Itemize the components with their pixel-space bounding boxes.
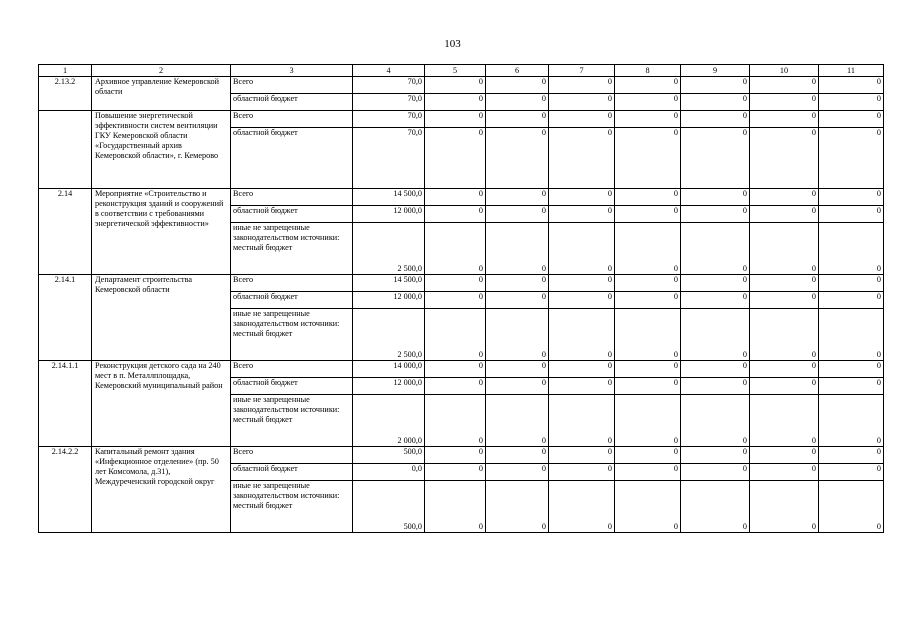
value-col-5: 0 xyxy=(425,206,486,223)
value-col-11: 0 xyxy=(819,481,884,533)
value-col-8: 0 xyxy=(615,378,681,395)
value-col-11: 0 xyxy=(819,223,884,275)
value-col-10: 0 xyxy=(750,77,819,94)
item-name: Повышение энергетической эффективности систем вентиляции ГКУ Кемеровской области «Государственный архив Кемеровской области», г. Кемерово xyxy=(92,111,231,189)
value-col-5: 0 xyxy=(425,378,486,395)
value-col-7: 0 xyxy=(549,361,615,378)
item-name: Департамент строительства Кемеровской области xyxy=(92,275,231,361)
value-col-6: 0 xyxy=(486,395,549,447)
funding-source: иные не запрещенные законодательством источники: местный бюджет xyxy=(231,395,353,447)
column-number-6: 6 xyxy=(486,65,549,77)
value-col-9: 0 xyxy=(681,275,750,292)
value-col-6: 0 xyxy=(486,464,549,481)
column-number-7: 7 xyxy=(549,65,615,77)
value-col-6: 0 xyxy=(486,223,549,275)
value-col-4: 0,0 xyxy=(353,464,425,481)
value-col-9: 0 xyxy=(681,206,750,223)
value-col-10: 0 xyxy=(750,94,819,111)
value-col-10: 0 xyxy=(750,395,819,447)
value-col-4: 12 000,0 xyxy=(353,292,425,309)
column-number-2: 2 xyxy=(92,65,231,77)
value-col-6: 0 xyxy=(486,361,549,378)
value-col-9: 0 xyxy=(681,481,750,533)
value-col-11: 0 xyxy=(819,77,884,94)
column-number-1: 1 xyxy=(39,65,92,77)
value-col-8: 0 xyxy=(615,395,681,447)
value-col-4: 500,0 xyxy=(353,481,425,533)
value-col-11: 0 xyxy=(819,128,884,189)
value-col-4: 2 500,0 xyxy=(353,309,425,361)
value-col-8: 0 xyxy=(615,94,681,111)
value-col-4: 2 000,0 xyxy=(353,395,425,447)
column-number-4: 4 xyxy=(353,65,425,77)
funding-source: иные не запрещенные законодательством источники: местный бюджет xyxy=(231,223,353,275)
value-col-10: 0 xyxy=(750,447,819,464)
value-col-7: 0 xyxy=(549,464,615,481)
value-col-9: 0 xyxy=(681,447,750,464)
value-col-9: 0 xyxy=(681,111,750,128)
value-col-4: 500,0 xyxy=(353,447,425,464)
value-col-7: 0 xyxy=(549,378,615,395)
value-col-6: 0 xyxy=(486,111,549,128)
value-col-8: 0 xyxy=(615,128,681,189)
value-col-10: 0 xyxy=(750,111,819,128)
value-col-9: 0 xyxy=(681,292,750,309)
value-col-7: 0 xyxy=(549,111,615,128)
column-number-11: 11 xyxy=(819,65,884,77)
page-number: 103 xyxy=(444,38,461,50)
value-col-5: 0 xyxy=(425,292,486,309)
value-col-5: 0 xyxy=(425,94,486,111)
table-row xyxy=(39,447,884,464)
table-row xyxy=(39,361,884,378)
value-col-9: 0 xyxy=(681,378,750,395)
value-col-11: 0 xyxy=(819,111,884,128)
funding-source: Всего xyxy=(231,77,353,94)
value-col-11: 0 xyxy=(819,189,884,206)
item-code xyxy=(39,111,92,189)
value-col-5: 0 xyxy=(425,464,486,481)
funding-source: Всего xyxy=(231,447,353,464)
value-col-9: 0 xyxy=(681,94,750,111)
value-col-5: 0 xyxy=(425,223,486,275)
table-row xyxy=(39,111,884,128)
value-col-5: 0 xyxy=(425,395,486,447)
value-col-10: 0 xyxy=(750,464,819,481)
item-name: Капитальный ремонт здания «Инфекционное отделение» (пр. 50 лет Комсомола, д.31), Междуреченский городской округ xyxy=(92,447,231,533)
value-col-7: 0 xyxy=(549,447,615,464)
value-col-8: 0 xyxy=(615,361,681,378)
funding-source: областной бюджет xyxy=(231,378,353,395)
value-col-11: 0 xyxy=(819,378,884,395)
value-col-9: 0 xyxy=(681,464,750,481)
column-number-3: 3 xyxy=(231,65,353,77)
value-col-6: 0 xyxy=(486,206,549,223)
funding-source: Всего xyxy=(231,361,353,378)
value-col-6: 0 xyxy=(486,292,549,309)
value-col-8: 0 xyxy=(615,77,681,94)
value-col-7: 0 xyxy=(549,223,615,275)
item-name: Реконструкция детского сада на 240 мест в п. Металлплощадка, Кемеровский муниципальный район xyxy=(92,361,231,447)
value-col-7: 0 xyxy=(549,206,615,223)
value-col-6: 0 xyxy=(486,77,549,94)
value-col-4: 2 500,0 xyxy=(353,223,425,275)
value-col-7: 0 xyxy=(549,481,615,533)
value-col-8: 0 xyxy=(615,111,681,128)
value-col-10: 0 xyxy=(750,223,819,275)
funding-source: областной бюджет xyxy=(231,464,353,481)
value-col-4: 14 500,0 xyxy=(353,275,425,292)
value-col-4: 70,0 xyxy=(353,77,425,94)
column-number-9: 9 xyxy=(681,65,750,77)
value-col-5: 0 xyxy=(425,189,486,206)
value-col-4: 70,0 xyxy=(353,111,425,128)
value-col-4: 70,0 xyxy=(353,128,425,189)
value-col-4: 14 500,0 xyxy=(353,189,425,206)
value-col-5: 0 xyxy=(425,361,486,378)
column-number-5: 5 xyxy=(425,65,486,77)
item-name: Мероприятие «Строительство и реконструкция зданий и сооружений в соответствии с требованиями энергетической эффективности» xyxy=(92,189,231,275)
value-col-10: 0 xyxy=(750,309,819,361)
budget-table xyxy=(38,64,884,533)
value-col-6: 0 xyxy=(486,94,549,111)
funding-source: Всего xyxy=(231,189,353,206)
value-col-8: 0 xyxy=(615,206,681,223)
value-col-11: 0 xyxy=(819,447,884,464)
value-col-11: 0 xyxy=(819,361,884,378)
value-col-8: 0 xyxy=(615,223,681,275)
value-col-7: 0 xyxy=(549,395,615,447)
value-col-10: 0 xyxy=(750,481,819,533)
value-col-7: 0 xyxy=(549,189,615,206)
value-col-7: 0 xyxy=(549,309,615,361)
value-col-8: 0 xyxy=(615,292,681,309)
value-col-5: 0 xyxy=(425,447,486,464)
funding-source: областной бюджет xyxy=(231,206,353,223)
funding-source: областной бюджет xyxy=(231,292,353,309)
value-col-4: 14 000,0 xyxy=(353,361,425,378)
item-code: 2.13.2 xyxy=(39,77,92,111)
value-col-10: 0 xyxy=(750,275,819,292)
value-col-10: 0 xyxy=(750,206,819,223)
value-col-9: 0 xyxy=(681,395,750,447)
item-code: 2.14 xyxy=(39,189,92,275)
value-col-9: 0 xyxy=(681,223,750,275)
value-col-8: 0 xyxy=(615,481,681,533)
value-col-8: 0 xyxy=(615,189,681,206)
item-code: 2.14.1 xyxy=(39,275,92,361)
value-col-6: 0 xyxy=(486,189,549,206)
table-row xyxy=(39,77,884,94)
value-col-7: 0 xyxy=(549,94,615,111)
value-col-11: 0 xyxy=(819,94,884,111)
funding-source: областной бюджет xyxy=(231,94,353,111)
table-row xyxy=(39,275,884,292)
table-row xyxy=(39,189,884,206)
value-col-7: 0 xyxy=(549,275,615,292)
value-col-9: 0 xyxy=(681,77,750,94)
value-col-9: 0 xyxy=(681,361,750,378)
value-col-5: 0 xyxy=(425,128,486,189)
value-col-10: 0 xyxy=(750,361,819,378)
funding-source: областной бюджет xyxy=(231,128,353,189)
value-col-4: 12 000,0 xyxy=(353,378,425,395)
value-col-11: 0 xyxy=(819,395,884,447)
value-col-6: 0 xyxy=(486,309,549,361)
value-col-5: 0 xyxy=(425,77,486,94)
value-col-9: 0 xyxy=(681,128,750,189)
value-col-7: 0 xyxy=(549,128,615,189)
value-col-11: 0 xyxy=(819,309,884,361)
funding-source: Всего xyxy=(231,111,353,128)
value-col-7: 0 xyxy=(549,292,615,309)
item-code: 2.14.1.1 xyxy=(39,361,92,447)
value-col-11: 0 xyxy=(819,292,884,309)
value-col-4: 70,0 xyxy=(353,94,425,111)
value-col-10: 0 xyxy=(750,292,819,309)
value-col-9: 0 xyxy=(681,189,750,206)
column-number-10: 10 xyxy=(750,65,819,77)
value-col-10: 0 xyxy=(750,128,819,189)
value-col-6: 0 xyxy=(486,275,549,292)
item-name: Архивное управление Кемеровской области xyxy=(92,77,231,111)
value-col-11: 0 xyxy=(819,464,884,481)
value-col-5: 0 xyxy=(425,275,486,292)
value-col-8: 0 xyxy=(615,464,681,481)
value-col-5: 0 xyxy=(425,481,486,533)
value-col-8: 0 xyxy=(615,447,681,464)
value-col-10: 0 xyxy=(750,189,819,206)
value-col-6: 0 xyxy=(486,481,549,533)
funding-source: иные не запрещенные законодательством источники: местный бюджет xyxy=(231,481,353,533)
funding-source: Всего xyxy=(231,275,353,292)
column-number-8: 8 xyxy=(615,65,681,77)
value-col-4: 12 000,0 xyxy=(353,206,425,223)
value-col-6: 0 xyxy=(486,378,549,395)
value-col-8: 0 xyxy=(615,275,681,292)
column-number-row xyxy=(39,65,884,77)
value-col-11: 0 xyxy=(819,275,884,292)
value-col-5: 0 xyxy=(425,309,486,361)
funding-source: иные не запрещенные законодательством источники: местный бюджет xyxy=(231,309,353,361)
value-col-7: 0 xyxy=(549,77,615,94)
value-col-6: 0 xyxy=(486,447,549,464)
value-col-10: 0 xyxy=(750,378,819,395)
value-col-9: 0 xyxy=(681,309,750,361)
value-col-8: 0 xyxy=(615,309,681,361)
value-col-11: 0 xyxy=(819,206,884,223)
value-col-5: 0 xyxy=(425,111,486,128)
table-body xyxy=(39,77,884,533)
item-code: 2.14.2.2 xyxy=(39,447,92,533)
value-col-6: 0 xyxy=(486,128,549,189)
